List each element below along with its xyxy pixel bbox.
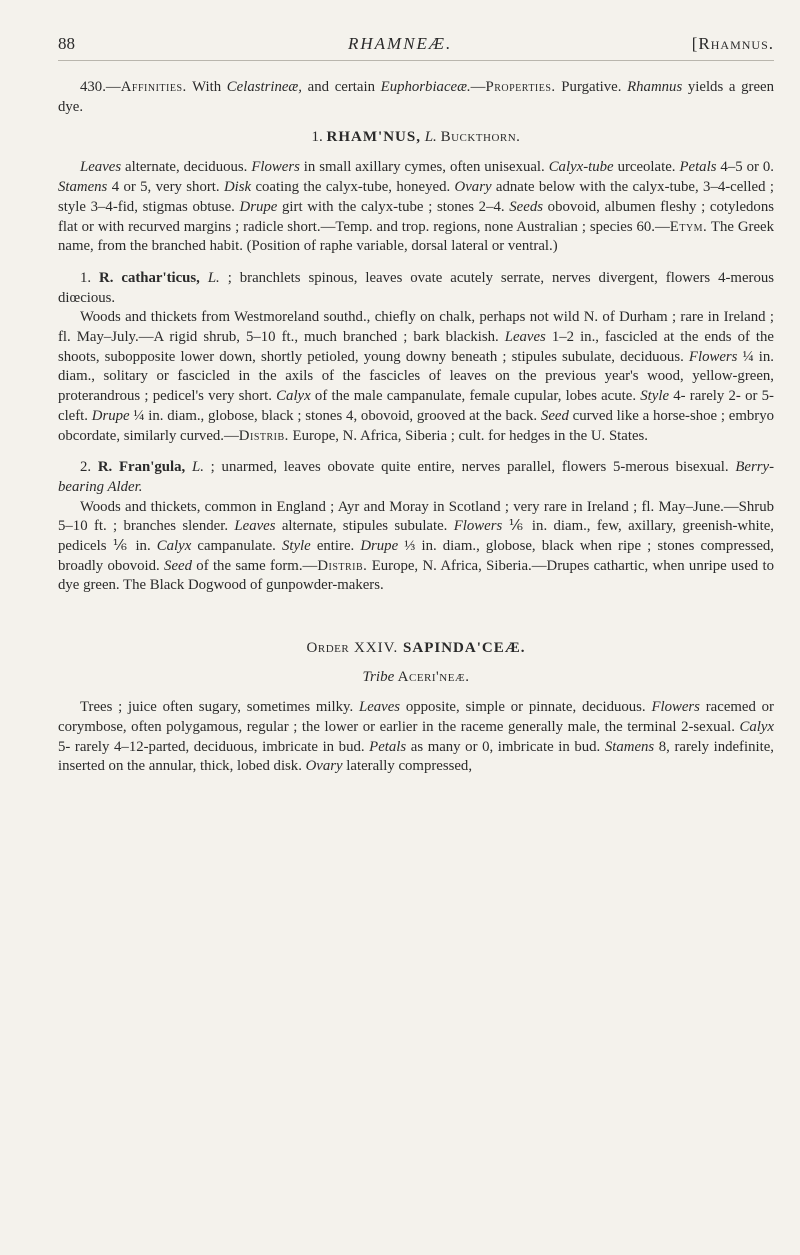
order-description: Trees ; juice often sugary, sometimes milky. Leaves opposite, simple or pinnate, deciduous. Flowers racemed or corymbose, often polygamous, regular ; the lower or earlier in the raceme generally male, the terminal 2-sexual. Calyx 5- rarely 4–12-parted, deciduous, imbricate in bud. Petals as many or 0, imbricate in bud. Stamens 8, rarely indefinite, inserted on the annular, thick, lobed disk. Ovary laterally compressed, [58,699,774,775]
order-heading: Order XXIV. SAPINDA'CEÆ. [306,640,526,657]
species-1-diagnosis: 1. R. cathar'ticus, L. ; branchlets spinous, leaves ovate acutely serrate, nerves divergent, flowers 4-merous diœcious. [58,269,774,306]
species-2-diagnosis: 2. R. Fran'gula, L. ; unarmed, leaves obovate quite entire, nerves parallel, flowers 5-merous bisexual. Berry-bearing Alder. [58,459,775,495]
genus-heading: 1. RHAM'NUS, L. Buckthorn. [311,129,521,146]
affinities-paragraph: 430.—Affinities. With Celastrineæ, and certain Euphorbiaceæ.—Properties. Purgative. Rhamnus yields a green dye. [58,79,774,115]
page-number: 88 [58,34,75,53]
section-title: [Rhamnus. [691,34,774,53]
species-1-description: Woods and thickets from Westmoreland southd., chiefly on chalk, perhaps not wild N. of Durham ; rare in Ireland ; fl. May–July.—A rigid shrub, 5–10 ft., much branched ; bark blackish. Leaves 1–2 in., fascicled at the ends of the shoots, subopposite lower down, shortly petioled, young downy beneath ; stipules subulate, deciduous. Flowers ¼ in. diam., solitary or fascicled in the axils of the fascicles of leaves on the previous year's wood, yellow-green, proterandrous ; pedicel's very short. Calyx of the male campanulate, female cupular, lobes acute. Style 4- rarely 2- or 5-cleft. Drupe ¼ in. diam., globose, black ; stones 4, obovoid, grooved at the back. Seed curved like a horse-shoe ; embryo obcordate, similarly curved.—Distrib. Europe, N. Africa, Siberia ; cult. for hedges in the U. States. [58,309,774,444]
species-2-description: Woods and thickets, common in England ; Ayr and Moray in Scotland ; very rare in Ireland ; fl. May–June.—Shrub 5–10 ft. ; branches slender. Leaves alternate, stipules subulate. Flowers ⅙ in. diam., few, axillary, greenish-white, pedicels ⅙ in. Calyx campanulate. Style entire. Drupe ⅓ in. diam., globose, black when ripe ; stones compressed, broadly obovoid. Seed of the same form.—Distrib. Europe, N. Africa, Siberia.—Drupes cathartic, when unripe used to dye green. The Black Dogwood of gunpowder-makers. [58,498,775,594]
tribe-heading: Tribe Aceri'neæ. [362,669,470,686]
running-title: RHAMNEÆ. [348,34,453,53]
page-header [58,30,774,61]
page-body [58,78,774,777]
genus-description: Leaves alternate, deciduous. Flowers in small axillary cymes, often unisexual. Calyx-tube urceolate. Petals 4–5 or 0. Stamens 4 or 5, very short. Disk coating the calyx-tube, honeyed. Ovary adnate below with the calyx-tube, 3–4-celled ; style 3–4-fid, stigmas obtuse. Drupe girt with the calyx-tube ; stones 2–4. Seeds obovoid, albumen fleshy ; cotyledons flat or with recurved margins ; radicle short.—Temp. and trop. regions, none Australian ; species 60.—Etym. The Greek name, from the branched habit. (Position of raphe variable, dorsal lateral or ventral.) [58,159,774,255]
